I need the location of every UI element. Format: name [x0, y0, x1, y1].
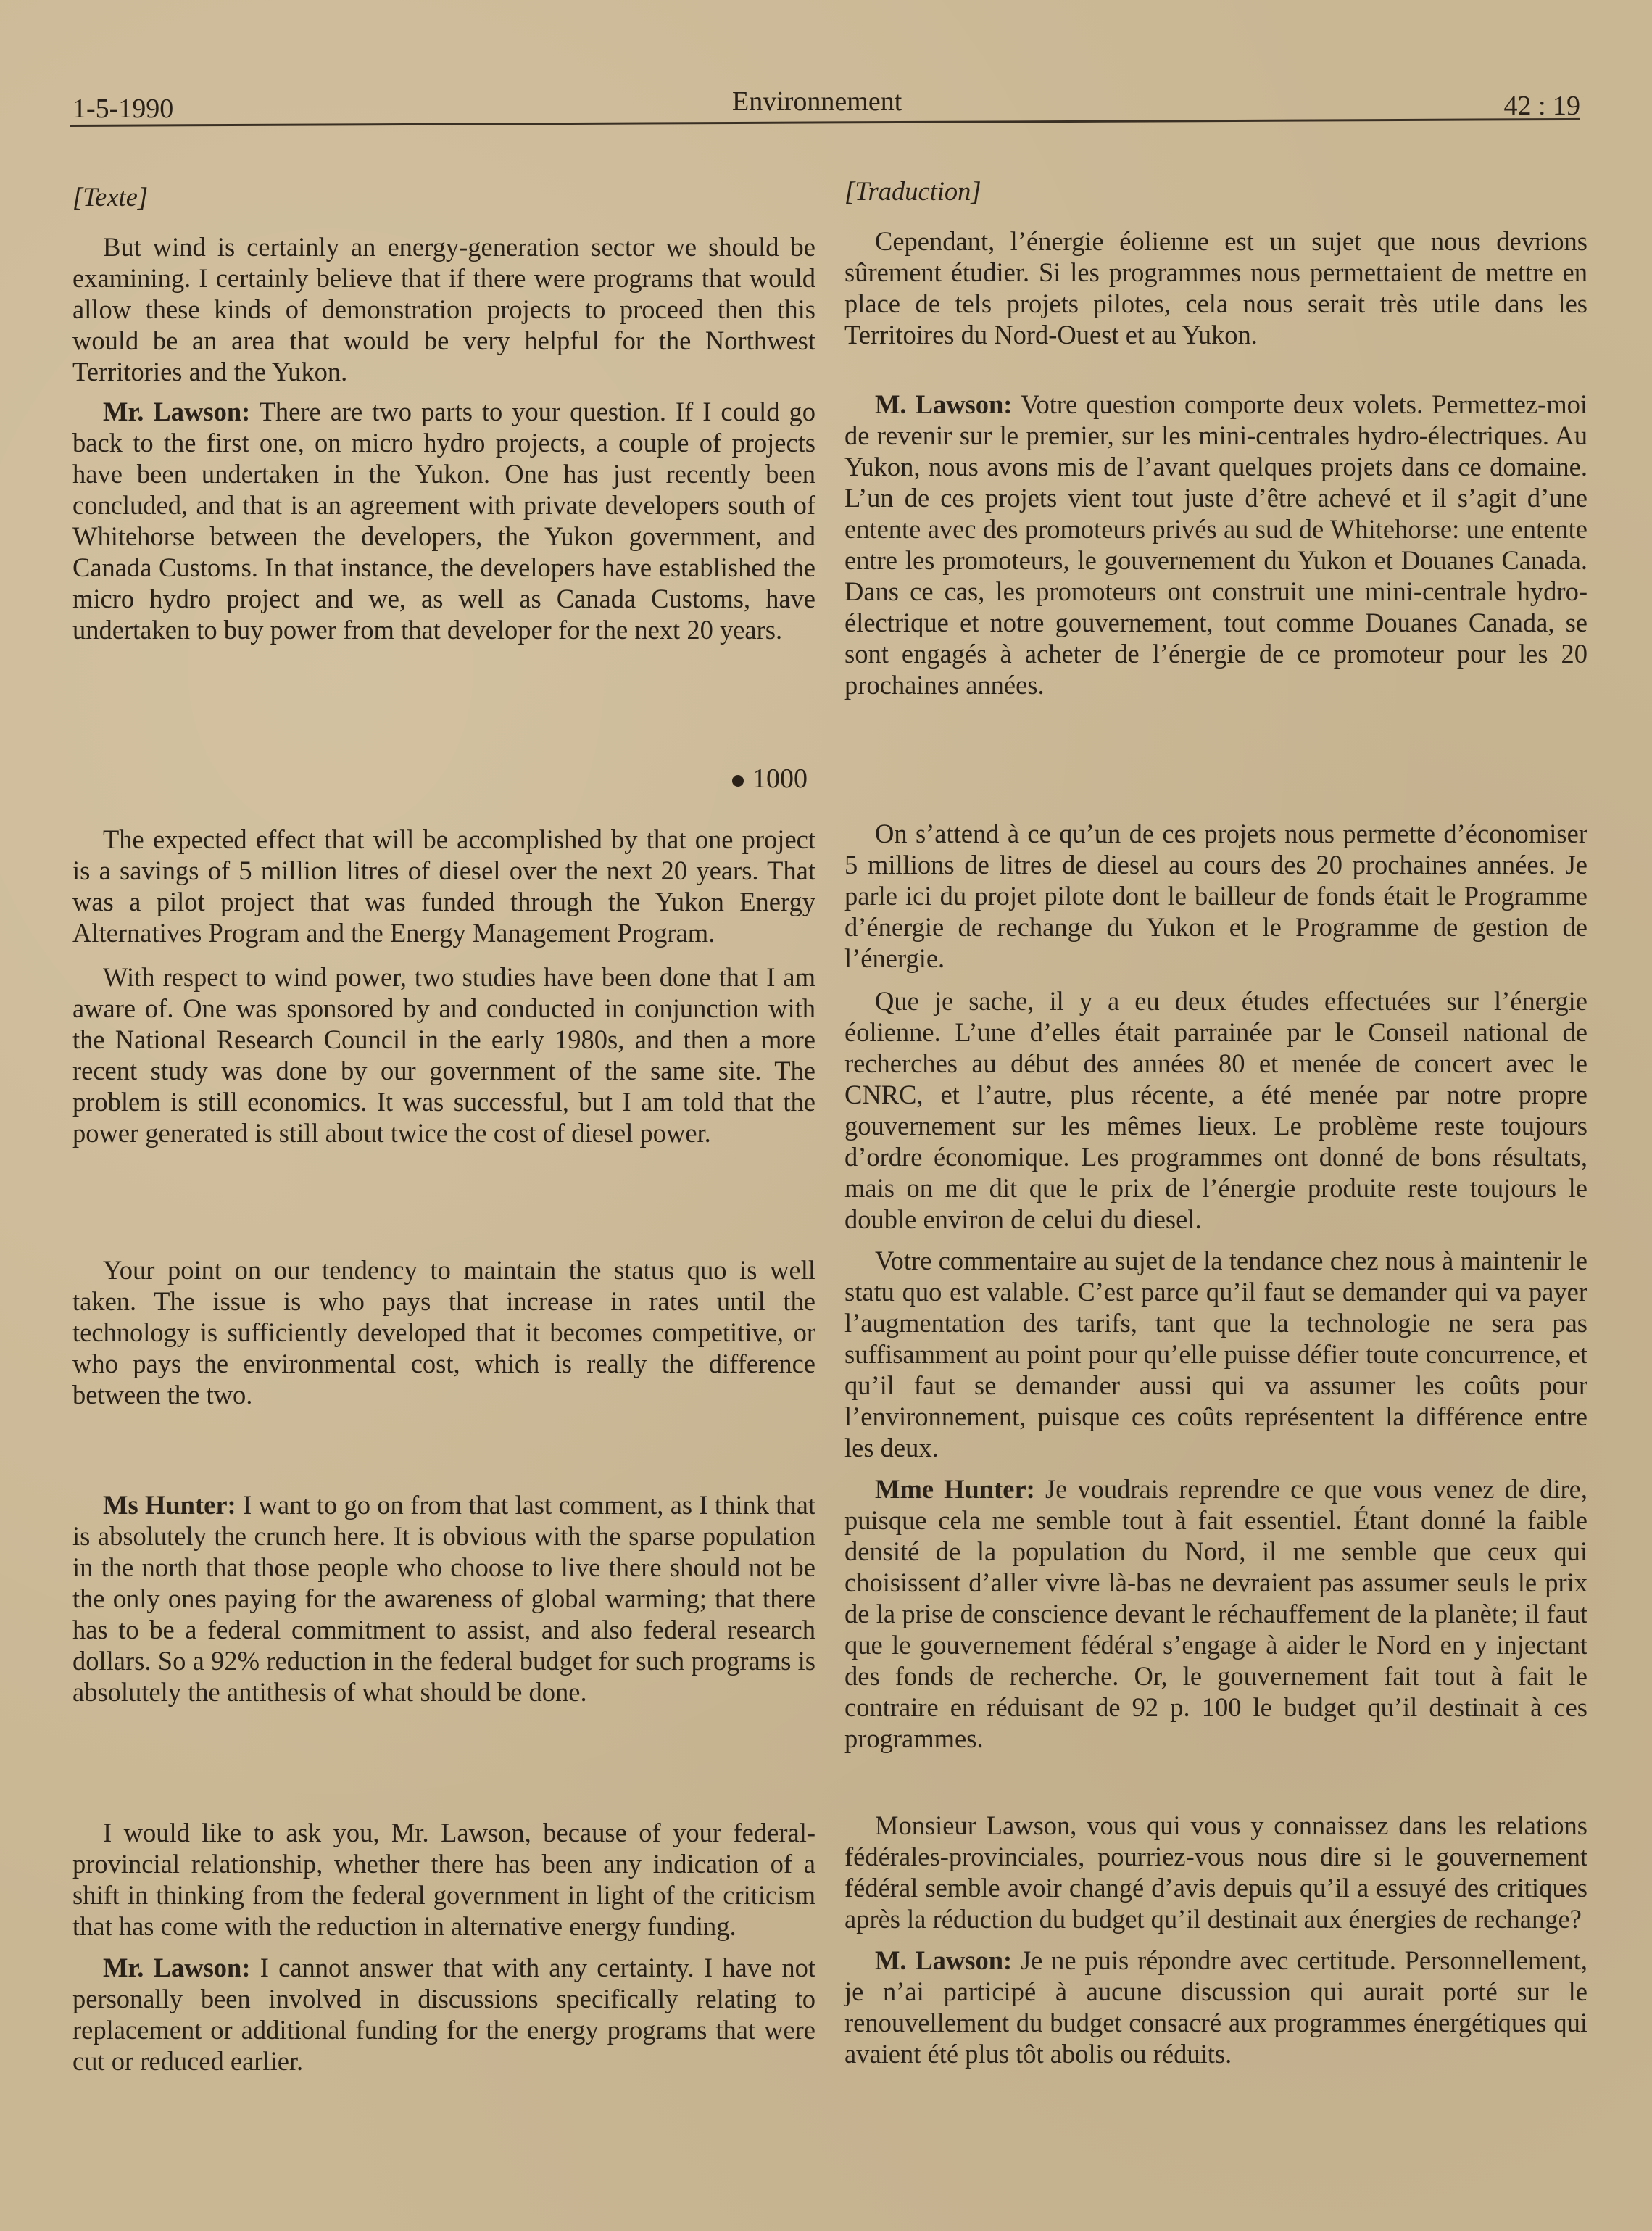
speaker-label: M. Lawson: [875, 389, 1013, 419]
paragraph-text: I cannot answer that with any certainty. I have not personally been involved in discussions specifically relating to replacement or additional funding for the energy programs that were cut or reduced earlier. [72, 1953, 816, 2076]
left-block-2 [72, 824, 815, 1148]
right-paragraph-5: Votre commentaire au sujet de la tendance chez nous à maintenir le statu quo est valable. C’est parce qu’il faut se demander qui va payer l’augmentation des tarifs, tant que la technologie ne sera pas suffisamment au point pour qu’elle puisse défier toute concurrence, et qu’il faut se demander aussi qui va assumer les coûts pour l’environnement, puisque ces coûts représentent la différence entre les deux. [844, 1246, 1587, 1462]
right-block-3 [844, 818, 1587, 1754]
left-paragraph-8 [72, 1952, 815, 2077]
right-paragraph-7: Monsieur Lawson, vous qui vous y connaissez dans les relations fédérales-provinciales, pourriez-vous nous dire si le gouvernement fédéral semble avoir changé d’avis depuis qu’il a essuyé des critiques après la réduction du budget qu’il destinait aux énergies de rechange? [844, 1810, 1587, 1934]
left-paragraph-7: I would like to ask you, Mr. Lawson, because of your federal-provincial relationship, whether there has been any indication of a shift in thinking from the federal government in light of the criticism that has come with the reduction in alternative energy funding. [72, 1818, 815, 1941]
paragraph-text: Votre question comporte deux volets. Permettez-moi de revenir sur le premier, sur les mini-centrales hydro-électriques. Au Yukon, nous avons mis de l’avant quelques projets dans ce domaine. L’un de ces projets vient tout juste d’être achevé et il s’agit d’une entente avec des promoteurs privés au sud de Whitehorse: une entente entre les promoteurs, le gouvernement du Yukon et Douanes Canada. Dans ce cas, les promoteurs ont construit une mini-centrale hydro-électrique et notre gouvernement, tout comme Douanes Canada, se sont engagés à acheter de l’énergie de ce promoteur pour les 20 prochaines années. [844, 389, 1587, 700]
speaker-label: Mme Hunter: [875, 1474, 1035, 1504]
left-paragraph-5: Your point on our tendency to maintain the status quo is well taken. The issue is who pays that increase in rates until the technology is sufficiently developed that it becomes competitive, or who pays the environmental cost, which is really the difference between the two. [72, 1255, 815, 1410]
text-tag: [Texte] [72, 182, 149, 212]
right-paragraph-4: Que je sache, il y a eu deux études effectuées sur l’énergie éolienne. L’une d’elles était parrainée par le Conseil national de recherches au début des années 80 et menée de concert avec le CNRC, et l’autre, plus récente, a été menée par notre propre gouvernement sur les mêmes lieux. Le problème reste toujours d’ordre économique. Les programmes ont donné de bons résultats, mais on me dit que le prix de l’énergie produite reste toujours le double environ de celui du diesel. [844, 986, 1587, 1234]
time-marker [732, 763, 808, 795]
right-paragraph-3: On s’attend à ce qu’un de ces projets nous permette d’économiser 5 millions de litres de diesel au cours des 20 prochaines années. Je parle ici du projet pilote dont le bailleur de fonds était le Programme d’énergie de rechange du Yukon et le Programme de gestion de l’énergie. [844, 819, 1587, 973]
paragraph-text: Je voudrais reprendre ce que vous venez de dire, puisque cela me semble tout à fait essentiel. Étant donné la faible densité de la population du Nord, il me semble que ceux qui choisissent d’aller vivre là-bas ne devraient pas assumer seuls le prix de la prise de conscience devant le réchauffement de la planète; il faut que le gouvernement fédéral s’engage à aider le Nord en y injectant des fonds de recherche. Or, le gouvernement fait tout à fait le contraire en réduisant de 92 p. 100 le budget qu’il destinait à ces programmes. [844, 1474, 1587, 1753]
left-block-1 [72, 181, 815, 645]
right-block-2 [844, 389, 1587, 700]
left-paragraph-6 [72, 1489, 815, 1708]
left-paragraph-1: But wind is certainly an energy-generation sector we should be examining. I certainly believe that if there were programs that would allow these kinds of demonstration projects to proceed then this would be an area that would be very helpful for the Northwest Territories and the Yukon. [72, 232, 815, 386]
header-title: Environnement [732, 86, 902, 117]
speaker-label: M. Lawson: [875, 1945, 1013, 1975]
paragraph-text: I want to go on from that last comment, as I think that is absolutely the crunch here. It is obvious with the sparse population in the north that those people who choose to live there should not be the only ones paying for the awareness of global warming; that there has to be a federal commitment to assist, and also federal research dollars. So a 92% reduction in the federal budget for such programs is absolutely the antithesis of what should be done. [72, 1490, 816, 1707]
speaker-label: Mr. Lawson: [103, 1953, 251, 1982]
right-block-4 [844, 1810, 1587, 2069]
left-paragraph-4: With respect to wind power, two studies have been done that I am aware of. One was sponsored by and conducted in conjunction with the National Research Council in the early 1980s, and then a more recent study was done by our government of the same site. The problem is still economics. It was successful, but I am told that the power generated is still about twice the cost of diesel power. [72, 962, 815, 1148]
paragraph-text: Je ne puis répondre avec certitude. Personnellement, je n’ai participé à aucune discussion qui aurait porté sur le renouvellement du budget consacré aux programmes énergétiques qui avaient été plus tôt abolis ou réduits. [844, 1945, 1587, 2069]
paragraph-text: There are two parts to your question. If I could go back to the first one, on micro hydro projects, a couple of projects have been undertaken in the Yukon. One has just recently been concluded, and that is an agreement with private developers south of Whitehorse between the developers, the Yukon government, and Canada Customs. In that instance, the developers have established the micro hydro project and we, as well as Canada Customs, have undertaken to buy power from that developer for the next 20 years. [72, 397, 815, 645]
right-paragraph-2 [844, 389, 1587, 700]
left-block-4 [72, 1489, 815, 1708]
time-marker-text: 1000 [752, 763, 808, 794]
right-paragraph-8 [844, 1945, 1587, 2069]
right-paragraph-6 [844, 1473, 1587, 1754]
bullet-icon [732, 775, 744, 787]
header-page-number: 42 : 19 [1503, 91, 1580, 121]
left-block-5 [72, 1817, 815, 2077]
header-date: 1-5-1990 [72, 94, 174, 124]
speaker-label: Ms Hunter: [103, 1490, 236, 1520]
left-paragraph-2 [72, 396, 815, 645]
right-block-1 [844, 175, 1587, 350]
speaker-label: Mr. Lawson: [103, 397, 251, 426]
left-paragraph-3: The expected effect that will be accomplished by that one project is a savings of 5 million litres of diesel over the next 20 years. That was a pilot project that was funded through the Yukon Energy Alternatives Program and the Energy Management Program. [72, 824, 815, 948]
translation-tag: [Traduction] [844, 176, 981, 206]
left-block-3 [72, 1254, 815, 1410]
right-paragraph-1: Cependant, l’énergie éolienne est un sujet que nous devrions sûrement étudier. Si les programmes nous permettaient de mettre en place de tels projets pilotes, cela nous serait très utile dans les Territoires du Nord-Ouest et au Yukon. [844, 226, 1587, 349]
